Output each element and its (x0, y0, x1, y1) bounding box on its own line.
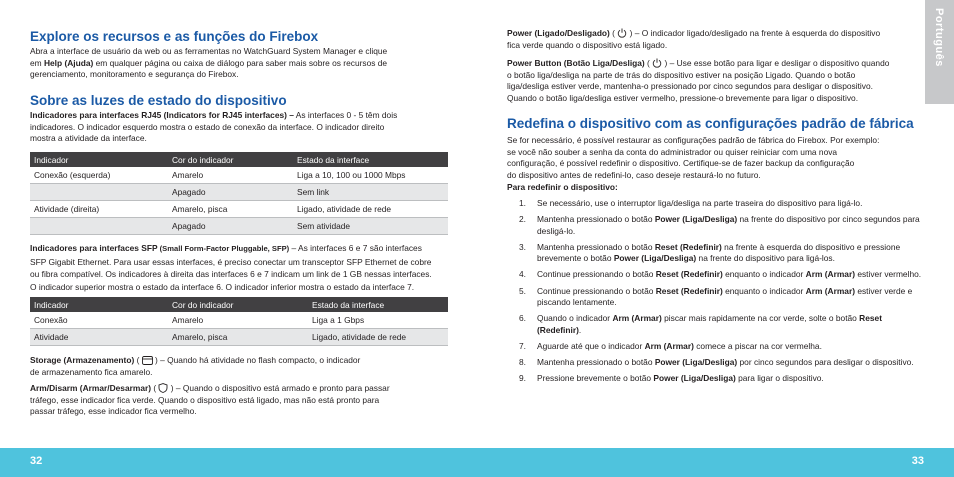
step-bold-text: Arm (Armar) (644, 340, 694, 351)
step-text: para ligar o dispositivo. (735, 373, 824, 384)
step-bold-text: Power (Liga/Desliga) (654, 214, 738, 225)
step-item (507, 357, 925, 369)
step-number: 5. (519, 285, 526, 296)
page-number-left: 32 (30, 455, 43, 467)
table-row: Conexão Amarelo Liga a 1 Gbps (30, 312, 448, 329)
step-bold-text: Power (Liga/Desliga) (654, 357, 738, 368)
arm-paragraph: Arm/Disarm (Armar/Desarmar) ( ) – Quando o dispositivo está armado e pronto para passar tráfego, esse indicador fica verde. Quando o dispositivo está ligado, mas não está pronto para passar tráfego, esse indicador fica vermelho. (30, 383, 390, 417)
table-row: Atividade (direita) Amarelo, pisca Ligado, atividade de rede (30, 201, 448, 218)
steps-title: Para redefinir o dispositivo: (507, 182, 618, 193)
table-row: Apagado Sem atividade (30, 218, 448, 235)
step-text: na frente do dispositivo para ligá-los. (696, 253, 835, 264)
step-text: enquanto o indicador (722, 285, 806, 296)
step-item (507, 242, 925, 265)
step-bold-text: Power (Liga/Desliga) (613, 253, 697, 264)
footer-bar (0, 448, 954, 477)
step-number: 9. (519, 373, 526, 384)
table-header: Cor do indicador (168, 152, 293, 167)
step-text: Quando o indicador (537, 313, 613, 324)
step-item (507, 341, 925, 353)
step-text: Mantenha pressionado o botão (537, 214, 655, 225)
step-text: Se necessário, use o interruptor liga/desliga na parte traseira do dispositivo para ligá-lo. (537, 198, 863, 208)
step-bold-text: Power (Liga/Desliga) (653, 373, 736, 384)
table-row: Atividade Amarelo, pisca Ligado, atividade de rede (30, 329, 448, 346)
heading-reset: Redefina o dispositivo com as configurações padrão de fábrica (507, 116, 914, 131)
step-text: piscar mais rapidamente na cor verde, solte o botão (661, 313, 860, 324)
table-header: Estado da interface (308, 297, 448, 312)
table-row: Conexão (esquerda) Amarelo Liga a 10, 100 ou 1000 Mbps (30, 167, 448, 184)
step-item (507, 198, 925, 210)
heading-explore: Explore os recursos e as funções do Firebox (30, 29, 319, 44)
storage-paragraph: Storage (Armazenamento) ( ) – Quando há atividade no flash compacto, o indicador de armazenamento fica amarelo. (30, 355, 361, 377)
step-number: 1. (519, 198, 526, 208)
sfp-paragraph: Indicadores para interfaces SFP (Small Form-Factor Pluggable, SFP) – As interfaces 6 e 7 são interfaces SFP Gigabit Ethernet. Para usar essas interfaces, é preciso conectar um transceptor SFP Ethernet de cobre ou fibra compatível. Os indicadores à direita das interfaces 6 e 7 indicam um link de 1 GB nessas interfaces. O indicador superior mostra o estado da interface 6. O indicador inferior mostra o estado da interface 7. (30, 243, 432, 292)
reset-steps-list (507, 198, 925, 389)
table-header: Indicador (30, 152, 168, 167)
step-item (507, 214, 925, 237)
rj45-table (30, 152, 448, 235)
step-number: 6. (519, 313, 526, 324)
table-header: Indicador (30, 297, 168, 312)
step-text: por cinco segundos para desligar o dispositivo. (737, 357, 914, 368)
step-text: Mantenha pressionado o botão (537, 357, 655, 368)
step-item (507, 286, 925, 309)
step-text: na frente do dispositivo por cinco segundos para desligá-lo. (537, 214, 920, 236)
step-item (507, 313, 925, 336)
step-text: na frente à esquerda do dispositivo e pressione brevemente o botão (537, 241, 901, 264)
step-text: Pressione brevemente o botão (537, 373, 654, 384)
step-bold-text: Reset (Redefinir) (537, 313, 882, 335)
power-icon (652, 58, 662, 68)
step-number: 4. (519, 269, 526, 280)
step-text: Aguarde até que o indicador (537, 340, 645, 351)
page-number-right: 33 (911, 455, 924, 467)
heading-status-lights: Sobre as luzes de estado do dispositivo (30, 93, 287, 108)
step-text: Continue pressionando o botão (537, 269, 656, 280)
reset-paragraph: Se for necessário, é possível restaurar as configurações padrão de fábrica do Firebox. Por exemplo: se você não souber a senha da conta do administrador ou quiser reiniciar com uma nova configuração, é possível redefinir o dispositivo. Certifique-se de fazer backup da configuração do dispositivo antes de redefini-lo, caso deseje restaurá-lo no futuro. Para redefinir o dispositivo: (507, 135, 880, 193)
step-text: comece a piscar na cor vermelha. (693, 340, 822, 351)
table-header: Cor do indicador (168, 297, 308, 312)
step-item (507, 269, 925, 281)
step-bold-text: Reset (Redefinir) (654, 241, 722, 252)
step-number: 2. (519, 214, 526, 225)
step-text: Mantenha pressionado o botão (537, 241, 655, 252)
step-number: 3. (519, 241, 526, 252)
rj45-paragraph: Indicadores para interfaces RJ45 (Indicators for RJ45 interfaces) – As interfaces 0 - 5 têm dois indicadores. O indicador esquerdo mostra o estado de conexão da interface. O indicador direito mostra a atividade da interface. (30, 110, 398, 144)
power-icon (617, 28, 627, 38)
power-paragraph: Power (Ligado/Desligado) ( ) – O indicador ligado/desligado na frente à esquerda do dispositivo fica verde quando o dispositivo está ligado. (507, 28, 881, 50)
language-tab: Português (925, 0, 954, 104)
step-bold-text: Reset (Redefinir) (655, 269, 723, 280)
step-number: 8. (519, 357, 526, 368)
step-bold-text: Arm (Armar) (805, 269, 855, 280)
step-bold-text: Arm (Armar) (805, 285, 855, 296)
step-bold-text: Reset (Redefinir) (655, 285, 723, 296)
table-row: Apagado Sem link (30, 184, 448, 201)
step-number: 7. (519, 340, 526, 351)
step-text: estiver vermelho. (855, 269, 922, 280)
step-text: estiver verde e piscando lentamente. (537, 285, 913, 308)
shield-icon (158, 383, 168, 393)
step-text: . (578, 324, 582, 335)
table-header: Estado da interface (293, 152, 448, 167)
step-item (507, 373, 925, 385)
power-button-paragraph: Power Button (Botão Liga/Desliga) ( ) – Use esse botão para ligar e desligar o dispositivo quando o botão liga/desliga na parte de trás do dispositivo estiver na posição Ligado. Quando o botão liga/desliga estiver verde, mantenha-o pressionado por cinco segundos para desligar o dispositivo. Quando o botão liga/desliga estiver vermelho, pressione-o brevemente para ligar o dispositivo. (507, 58, 890, 103)
step-bold-text: Arm (Armar) (612, 313, 662, 324)
step-text: Continue pressionando o botão (537, 285, 656, 296)
storage-icon (142, 356, 153, 365)
intro-paragraph: Abra a interface de usuário da web ou as ferramentas no WatchGuard System Manager e clique em Help (Ajuda) em qualquer página ou caixa de diálogo para saber mais sobre os recursos de gerenciamento, monitoramento e segurança do Firebox. (30, 46, 388, 80)
step-text: enquanto o indicador (722, 269, 806, 280)
sfp-table (30, 297, 448, 346)
